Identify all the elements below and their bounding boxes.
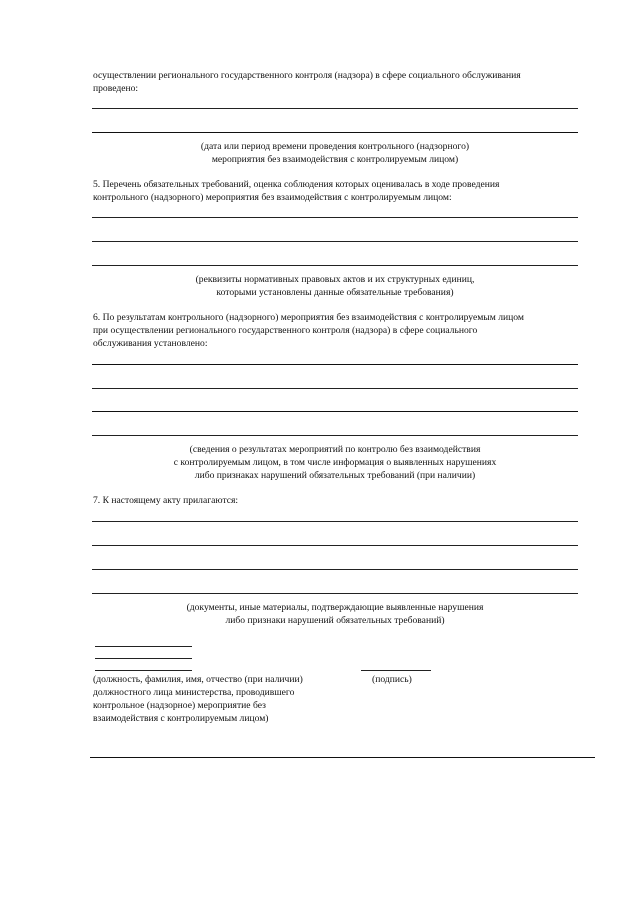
signature-caption-text: (подпись) xyxy=(372,674,412,685)
caption-requisites-line-2: которыми установлены данные обязательные требования) xyxy=(216,287,454,298)
fill-line[interactable] xyxy=(92,388,578,389)
section-5-line-2: контрольного (надзорного) мероприятия без взаимодействия с контролируемым лицом: xyxy=(93,192,452,203)
caption-results-line-1: (сведения о результатах мероприятий по контролю без взаимодействия xyxy=(189,444,481,455)
fill-line[interactable] xyxy=(92,241,578,242)
fill-line[interactable] xyxy=(92,217,578,218)
bottom-separator xyxy=(90,757,595,758)
caption-date-line-1: (дата или период времени проведения контрольного (надзорного) xyxy=(200,141,470,152)
position-fill-line[interactable] xyxy=(95,670,192,671)
fill-line[interactable] xyxy=(92,265,578,266)
intro-line-1: осуществлении регионального государственного контроля (надзора) в сфере социального обслуживания xyxy=(93,70,521,81)
caption-results xyxy=(92,443,578,482)
caption-documents-line-1: (документы, иные материалы, подтверждающие выявленные нарушения xyxy=(186,602,484,613)
caption-documents xyxy=(92,601,578,627)
section-5-heading xyxy=(93,178,578,204)
position-caption-line-3: контрольное (надзорное) мероприятие без xyxy=(93,700,266,711)
fill-line[interactable] xyxy=(92,108,578,109)
fill-line[interactable] xyxy=(92,521,578,522)
caption-results-line-3: либо признаках нарушений обязательных требований (при наличии) xyxy=(194,470,476,481)
section-6-line-1: 6. По результатам контрольного (надзорного) мероприятия без взаимодействия с контролируемым лицом xyxy=(93,312,524,323)
fill-line[interactable] xyxy=(92,411,578,412)
section-6-line-2: при осуществлении регионального государственного контроля (надзора) в сфере социального xyxy=(93,325,478,336)
position-fill-line[interactable] xyxy=(95,658,192,659)
section-5-line-1: 5. Перечень обязательных требований, оценка соблюдения которых оценивалась в ходе проведения xyxy=(93,179,500,190)
intro-paragraph xyxy=(93,69,578,95)
signature-caption xyxy=(372,673,452,686)
section-6-line-3: обслуживания установлено: xyxy=(93,338,208,349)
fill-line[interactable] xyxy=(92,593,578,594)
caption-documents-line-2: либо признаки нарушений обязательных требований) xyxy=(225,615,445,626)
fill-line[interactable] xyxy=(92,569,578,570)
fill-line[interactable] xyxy=(92,545,578,546)
position-caption-line-4: взаимодействия с контролируемым лицом) xyxy=(93,713,269,724)
fill-line[interactable] xyxy=(92,364,578,365)
section-7-line-1: 7. К настоящему акту прилагаются: xyxy=(93,495,239,506)
section-6-heading xyxy=(93,311,578,350)
caption-requisites xyxy=(92,273,578,299)
caption-requisites-line-1: (реквизиты нормативных правовых актов и их структурных единиц, xyxy=(195,274,475,285)
caption-date xyxy=(92,140,578,166)
position-fill-line[interactable] xyxy=(95,646,192,647)
fill-line[interactable] xyxy=(92,435,578,436)
position-caption xyxy=(93,673,353,725)
position-caption-line-1: (должность, фамилия, имя, отчество (при наличии) xyxy=(93,674,303,685)
intro-line-2: проведено: xyxy=(93,83,139,94)
section-7-heading xyxy=(93,494,578,507)
fill-line[interactable] xyxy=(92,132,578,133)
caption-date-line-2: мероприятия без взаимодействия с контролируемым лицом) xyxy=(211,154,459,165)
caption-results-line-2: с контролируемым лицом, в том числе информация о выявленных нарушениях xyxy=(173,457,497,468)
signature-fill-line[interactable] xyxy=(361,670,431,671)
position-caption-line-2: должностного лица министерства, проводившего xyxy=(93,687,295,698)
